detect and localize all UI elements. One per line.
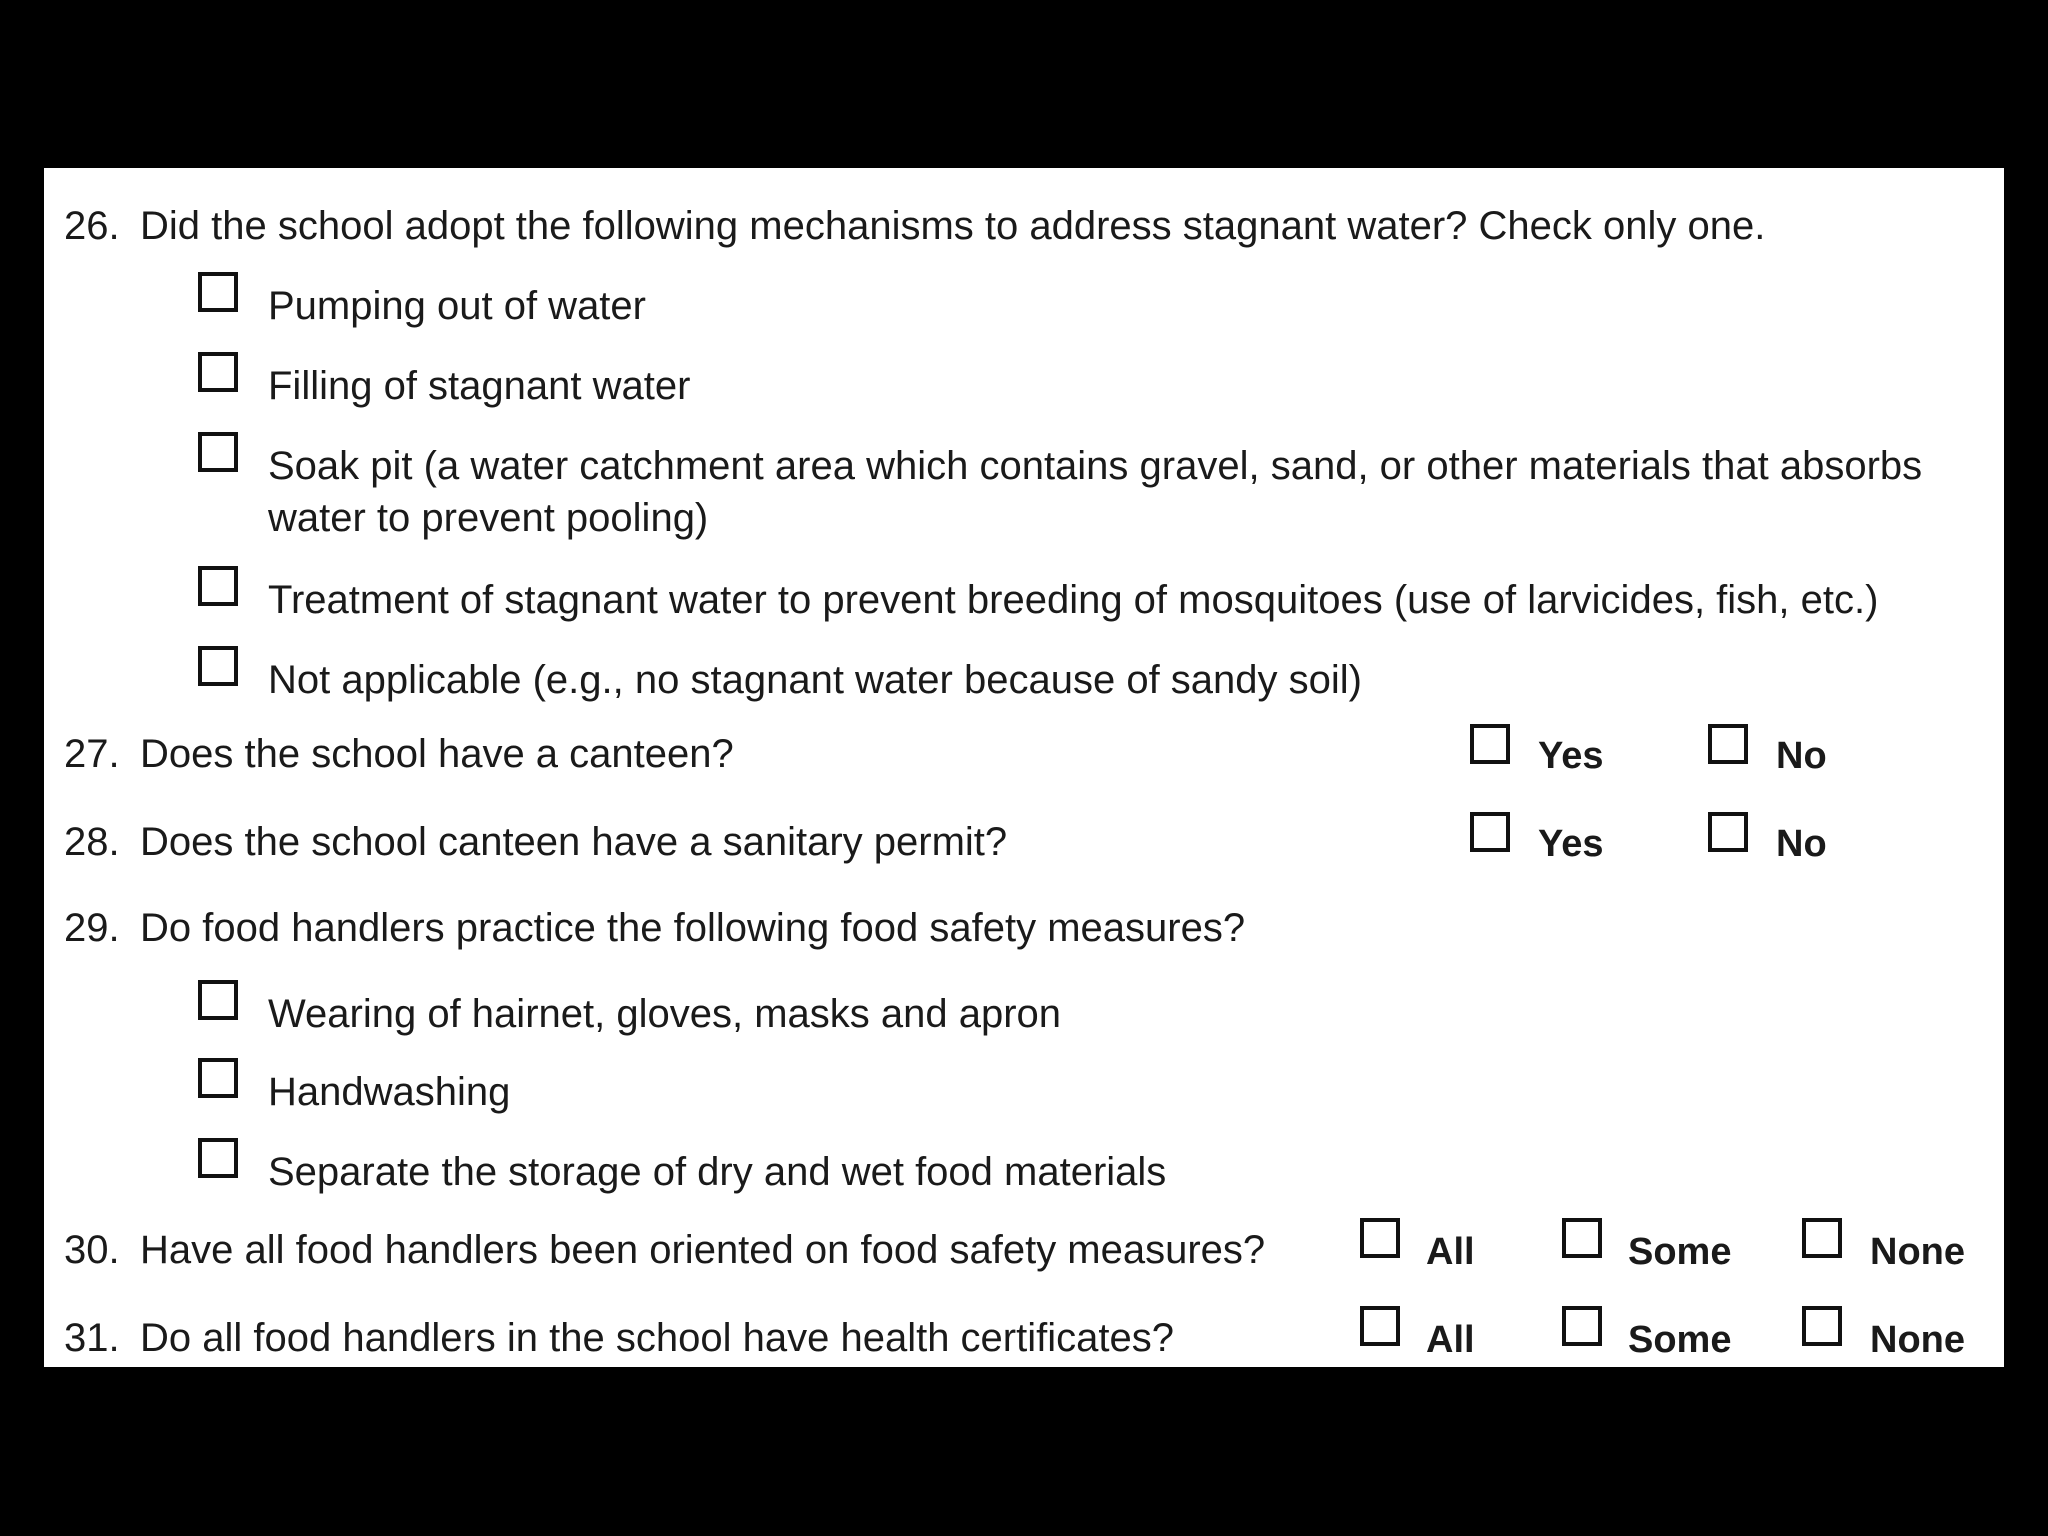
q29-option-2-label: Handwashing [268,1070,511,1114]
question-29-number: 29. [64,906,120,950]
q31-none-label: None [1870,1319,1965,1361]
q27-yes-label: Yes [1538,735,1604,777]
question-28-number: 28. [64,820,120,864]
question-29-text: Do food handlers practice the following food safety measures? [140,906,1246,950]
q30-none-label: None [1870,1231,1965,1273]
q28-no-checkbox[interactable] [1708,812,1748,852]
q30-all-checkbox[interactable] [1360,1218,1400,1258]
q26-option-3-label: Soak pit (a water catchment area which contains gravel, sand, or other materials that absorbs water to prevent pooling) [268,444,1923,540]
q29-option-3-label: Separate the storage of dry and wet food materials [268,1150,1167,1194]
question-27-number: 27. [64,732,120,776]
q28-yes-checkbox[interactable] [1470,812,1510,852]
q26-option-3-checkbox[interactable] [198,432,238,472]
q27-no-label: No [1776,735,1827,777]
q31-all-label: All [1426,1319,1475,1361]
q26-option-2-label: Filling of stagnant water [268,364,691,408]
survey-form-page [44,168,2004,1367]
q31-some-label: Some [1628,1319,1732,1361]
q31-all-checkbox[interactable] [1360,1306,1400,1346]
q26-option-2-checkbox[interactable] [198,352,238,392]
q26-option-5-checkbox[interactable] [198,646,238,686]
q30-all-label: All [1426,1231,1475,1273]
q26-option-4-checkbox[interactable] [198,566,238,606]
q31-none-checkbox[interactable] [1802,1306,1842,1346]
q28-yes-label: Yes [1538,823,1604,865]
question-28-text: Does the school canteen have a sanitary permit? [140,820,1008,864]
q29-option-3-checkbox[interactable] [198,1138,238,1178]
q30-none-checkbox[interactable] [1802,1218,1842,1258]
q27-yes-checkbox[interactable] [1470,724,1510,764]
q30-some-label: Some [1628,1231,1732,1273]
q28-no-label: No [1776,823,1827,865]
question-30-text: Have all food handlers been oriented on food safety measures? [140,1228,1266,1272]
q26-option-5-label: Not applicable (e.g., no stagnant water because of sandy soil) [268,658,1362,702]
question-27-text: Does the school have a canteen? [140,732,734,776]
q31-some-checkbox[interactable] [1562,1306,1602,1346]
q26-option-1-checkbox[interactable] [198,272,238,312]
question-26-text: Did the school adopt the following mechanisms to address stagnant water? Check only one. [140,204,1766,248]
q26-option-1-label: Pumping out of water [268,284,646,328]
question-31-number: 31. [64,1316,120,1360]
q29-option-1-label: Wearing of hairnet, gloves, masks and apron [268,992,1062,1036]
question-31-text: Do all food handlers in the school have health certificates? [140,1316,1174,1360]
q30-some-checkbox[interactable] [1562,1218,1602,1258]
q26-option-4-label: Treatment of stagnant water to prevent breeding of mosquitoes (use of larvicides, fish, etc.) [268,578,1879,622]
q27-no-checkbox[interactable] [1708,724,1748,764]
question-26-number: 26. [64,204,120,248]
q29-option-1-checkbox[interactable] [198,980,238,1020]
question-30-number: 30. [64,1228,120,1272]
q29-option-2-checkbox[interactable] [198,1058,238,1098]
